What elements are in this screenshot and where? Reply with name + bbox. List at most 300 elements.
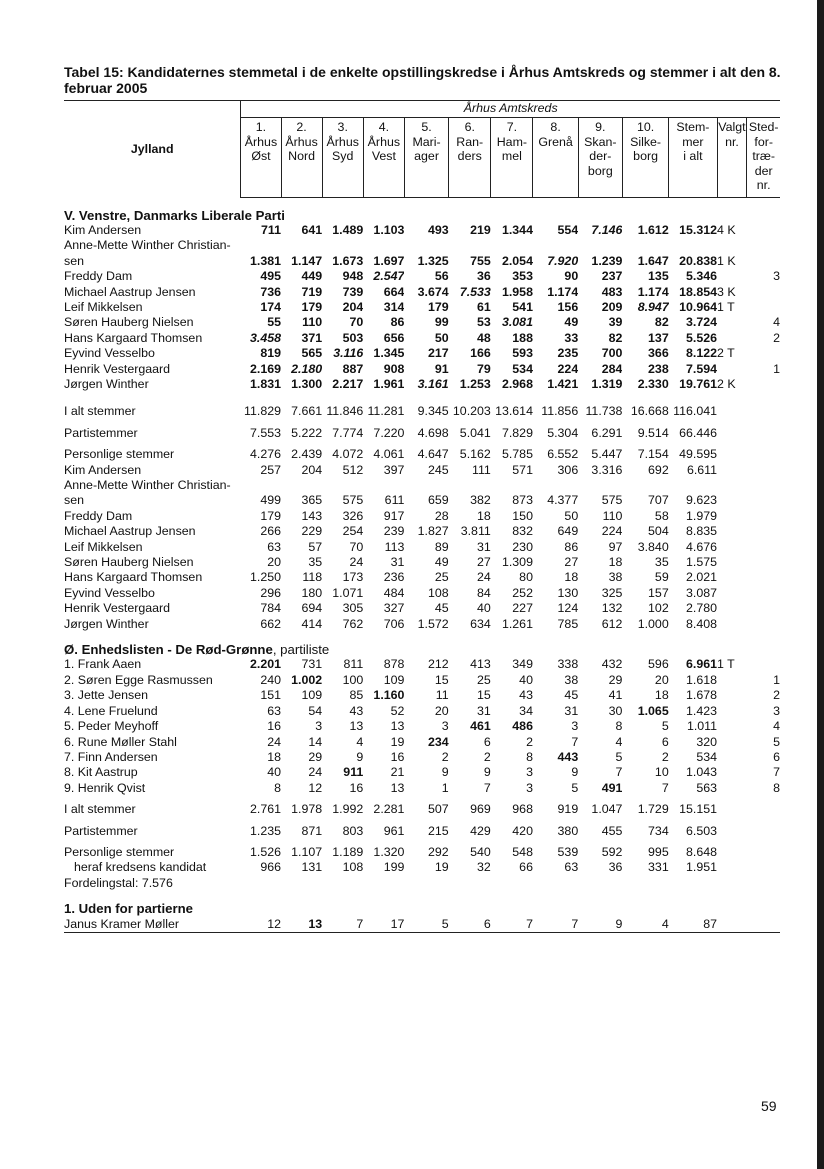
value-cell: 9 — [441, 765, 449, 780]
value-cell: 29 — [308, 749, 323, 764]
row-label: 4. Lene Fruelund — [64, 703, 158, 718]
value-cell: 5 — [571, 780, 579, 795]
value-cell: 5.304 — [547, 425, 579, 440]
column-header-line: borg — [633, 149, 658, 163]
value-cell: 36 — [608, 860, 623, 875]
value-cell: 969 — [470, 802, 491, 817]
row-label: Personlige stemmer — [64, 844, 175, 859]
value-cell: 499 — [260, 493, 282, 508]
value-cell: 70 — [349, 539, 364, 554]
value-cell: 420 — [512, 823, 533, 838]
column-header-valgt — [717, 118, 747, 198]
column-header-line: Århus — [326, 134, 359, 149]
row-label: sen — [64, 253, 84, 268]
row-label: 7. Finn Andersen — [64, 749, 158, 764]
value-cell: 292 — [427, 844, 449, 859]
valgt-cell — [717, 735, 747, 750]
value-cell: 314 — [383, 299, 405, 314]
value-cell: 6 — [483, 734, 491, 749]
value-cell: 227 — [512, 601, 533, 616]
value-cell: 1.319 — [591, 376, 623, 391]
value-cell: 16 — [390, 749, 405, 764]
column-header-line: nr. — [756, 178, 771, 192]
value-cell: 3 — [526, 780, 533, 795]
value-cell: 99 — [434, 315, 449, 330]
value-cell: 504 — [648, 524, 669, 539]
value-cell: 132 — [601, 601, 623, 616]
value-cell: 100 — [342, 672, 364, 687]
candidate-row — [64, 524, 780, 539]
value-cell: 397 — [383, 462, 405, 477]
value-cell — [669, 478, 717, 493]
row-label: Freddy Dam — [64, 269, 133, 284]
value-cell: 296 — [260, 585, 282, 600]
value-cell: 257 — [260, 462, 282, 477]
value-cell: 534 — [696, 749, 718, 764]
row-label: 3. Jette Jensen — [64, 688, 149, 703]
value-cell: 2.330 — [637, 376, 669, 391]
value-cell — [533, 876, 578, 891]
header-corner: Jylland — [64, 101, 241, 198]
value-cell: 28 — [434, 508, 449, 523]
column-header-line: Nord — [288, 149, 316, 163]
value-cell: 137 — [648, 330, 669, 345]
value-cell: 9 — [483, 765, 491, 780]
column-header-8 — [533, 118, 578, 198]
value-cell: 1.978 — [291, 802, 323, 817]
value-cell: 711 — [261, 222, 282, 237]
value-cell: 56 — [434, 269, 449, 284]
value-cell: 305 — [342, 601, 364, 616]
valgt-cell — [717, 420, 747, 441]
row-label: Anne-Mette Winther Christian- — [64, 238, 231, 253]
value-cell: 9 — [578, 917, 622, 933]
value-cell: 31 — [390, 555, 405, 570]
value-cell: 102 — [648, 601, 669, 616]
value-cell: 739 — [342, 284, 364, 299]
column-header-line: ager — [414, 149, 439, 163]
value-cell: 382 — [470, 493, 491, 508]
value-cell: 694 — [301, 601, 323, 616]
candidate-row — [64, 493, 780, 508]
value-cell: 707 — [648, 493, 669, 508]
value-cell: 19 — [390, 734, 405, 749]
value-cell: 179 — [301, 299, 323, 314]
column-header-line: Århus — [367, 134, 401, 149]
column-header-line: Ran- — [456, 134, 484, 149]
stedfor-cell: 4 — [773, 315, 780, 330]
value-cell: 18.854 — [679, 284, 718, 299]
column-header-line: ders — [457, 149, 482, 163]
value-cell: 151 — [260, 688, 282, 703]
candidate-row — [64, 570, 780, 585]
value-cell: 111 — [471, 462, 491, 477]
value-cell: 224 — [601, 524, 623, 539]
value-cell: 38 — [608, 570, 623, 585]
candidate-row — [64, 377, 780, 392]
value-cell: 50 — [434, 330, 449, 345]
value-cell: 2 — [661, 749, 669, 764]
value-cell: 13.614 — [495, 404, 533, 419]
value-cell: 7 — [483, 780, 491, 795]
value-cell: 1.011 — [686, 719, 718, 734]
value-cell: 4.072 — [332, 447, 364, 462]
value-cell: 592 — [601, 844, 623, 859]
stedfor-cell — [747, 346, 780, 361]
value-cell: 245 — [427, 462, 449, 477]
value-cell — [578, 876, 622, 891]
value-cell: 25 — [477, 672, 491, 687]
value-cell: 59 — [654, 570, 669, 585]
row-label: Henrik Vestergaard — [64, 601, 171, 616]
column-header-line: borg — [587, 163, 613, 178]
value-cell: 118 — [302, 570, 323, 585]
value-cell: 366 — [648, 346, 669, 361]
value-cell: 5 — [404, 917, 448, 933]
value-cell: 15.312 — [679, 222, 718, 237]
column-header-line: Vest — [371, 149, 396, 163]
value-cell: 199 — [383, 860, 405, 875]
valgt-cell — [717, 441, 747, 462]
value-cell: 32 — [477, 860, 491, 875]
value-cell: 1.345 — [373, 346, 405, 361]
local-candidate-row — [64, 860, 780, 875]
value-cell: 429 — [470, 823, 491, 838]
value-cell — [449, 478, 491, 493]
value-cell: 338 — [557, 657, 579, 672]
value-cell: 143 — [301, 508, 323, 523]
value-cell: 325 — [601, 585, 623, 600]
valgt-cell — [717, 765, 747, 780]
value-cell: 1.423 — [686, 703, 718, 718]
value-cell: 3.674 — [417, 284, 449, 299]
value-cell — [491, 238, 533, 253]
stedfor-cell — [747, 617, 780, 632]
value-cell: 49.595 — [679, 447, 718, 462]
value-cell: 4.698 — [417, 425, 449, 440]
value-cell: 63 — [267, 539, 282, 554]
value-cell: 108 — [427, 585, 449, 600]
value-cell: 240 — [260, 672, 282, 687]
value-cell — [669, 238, 717, 253]
value-cell: 736 — [260, 284, 282, 299]
valgt-cell: 2 K — [717, 376, 736, 391]
value-cell: 212 — [427, 657, 449, 672]
stedfor-cell: 2 — [773, 330, 780, 345]
value-cell: 234 — [427, 734, 449, 749]
value-cell: 2.201 — [250, 657, 282, 672]
valgt-cell — [717, 601, 747, 616]
value-cell — [404, 478, 448, 493]
stedfor-cell: 2 — [773, 688, 780, 703]
personal-votes-row — [64, 839, 780, 860]
column-header-line: for- — [754, 134, 773, 149]
value-cell — [578, 238, 622, 253]
value-cell: 3.116 — [333, 346, 364, 361]
value-cell: 236 — [383, 570, 405, 585]
value-cell — [404, 876, 448, 891]
column-header-line: Ham- — [496, 134, 528, 149]
party-heading-1 — [64, 891, 780, 916]
value-cell: 1.612 — [637, 222, 669, 237]
value-cell: 455 — [601, 823, 623, 838]
value-cell: 1.250 — [250, 570, 282, 585]
value-cell — [241, 876, 281, 891]
candidate-row — [64, 555, 780, 570]
value-cell: 52 — [390, 703, 405, 718]
row-label: I alt stemmer — [64, 404, 136, 419]
table-body — [64, 197, 780, 932]
value-cell: 565 — [301, 346, 323, 361]
value-cell: 45 — [564, 688, 579, 703]
value-cell: 734 — [648, 823, 669, 838]
candidate-row — [64, 300, 780, 315]
value-cell: 634 — [470, 616, 491, 631]
candidate-row — [64, 285, 780, 300]
value-cell: 664 — [383, 284, 405, 299]
value-cell: 38 — [564, 672, 579, 687]
stedfor-cell — [747, 601, 780, 616]
distribution-row — [64, 876, 780, 891]
value-cell — [533, 238, 578, 253]
column-header-stedfor — [747, 118, 780, 198]
value-cell: 966 — [260, 860, 282, 875]
section-heading-text: V. Venstre, Danmarks Liberale Parti — [64, 207, 285, 223]
value-cell: 1.961 — [373, 376, 405, 391]
valgt-cell — [717, 238, 747, 253]
value-cell: 13 — [390, 719, 405, 734]
value-cell: 1.729 — [637, 802, 669, 817]
party-heading-o — [64, 632, 780, 657]
section-heading — [64, 197, 780, 223]
value-cell: 27 — [477, 555, 491, 570]
valgt-cell — [717, 315, 747, 330]
stedfor-cell — [747, 860, 780, 875]
personal-votes-row — [64, 441, 780, 462]
value-cell: 6.961 — [686, 657, 718, 672]
valgt-cell — [717, 586, 747, 601]
valgt-cell — [717, 478, 747, 493]
row-label: Anne-Mette Winther Christian- — [64, 478, 231, 492]
value-cell: 8.947 — [637, 299, 669, 314]
value-cell: 10.203 — [452, 404, 491, 419]
value-cell: 5 — [661, 719, 669, 734]
value-cell: 58 — [654, 508, 669, 523]
value-cell: 9.623 — [686, 493, 718, 508]
value-cell: 109 — [383, 672, 405, 687]
valgt-cell: 1 T — [717, 657, 735, 672]
value-cell: 110 — [302, 315, 323, 330]
value-cell: 4 — [622, 917, 668, 933]
value-cell: 413 — [470, 657, 491, 672]
value-cell: 217 — [427, 346, 449, 361]
value-cell: 9 — [356, 749, 364, 764]
valgt-cell — [717, 860, 747, 875]
column-header-line: 8. — [550, 120, 561, 134]
value-cell: 8 — [526, 749, 533, 764]
value-cell: 85 — [349, 688, 364, 703]
row-label: Kim Andersen — [64, 462, 142, 477]
value-cell: 1.107 — [291, 844, 323, 859]
column-header-5 — [404, 118, 448, 198]
value-cell: 39 — [608, 315, 623, 330]
stedfor-cell — [747, 463, 780, 478]
value-cell: 7.553 — [250, 425, 282, 440]
value-cell: 173 — [342, 570, 364, 585]
value-cell: 10 — [654, 765, 669, 780]
column-header-line: nr. — [725, 134, 739, 149]
value-cell: 7.146 — [591, 222, 623, 237]
value-cell: 7.661 — [291, 404, 323, 419]
value-cell: 174 — [260, 299, 282, 314]
value-cell: 19.761 — [679, 376, 718, 391]
row-label: 5. Peder Meyhoff — [64, 719, 159, 734]
value-cell: 1.253 — [459, 376, 491, 391]
value-cell: 540 — [470, 844, 491, 859]
value-cell: 209 — [601, 299, 623, 314]
header-region: Århus Amtskreds — [241, 101, 780, 118]
value-cell: 20 — [654, 672, 669, 687]
value-cell: 6 — [449, 917, 491, 933]
value-cell: 1.344 — [501, 222, 533, 237]
value-cell: 8 — [615, 719, 623, 734]
party-votes-row — [64, 420, 780, 441]
row-label: Hans Kargaard Thomsen — [64, 330, 203, 345]
valgt-cell: 1 K — [717, 253, 736, 268]
value-cell: 432 — [601, 657, 623, 672]
value-cell: 79 — [477, 361, 491, 376]
value-cell: 2.780 — [686, 601, 718, 616]
value-cell: 503 — [342, 330, 364, 345]
value-cell: 15.151 — [679, 802, 718, 817]
valgt-cell — [717, 392, 747, 419]
value-cell: 8.408 — [686, 616, 718, 631]
section-heading-text: 1. Uden for partierne — [64, 901, 193, 917]
value-cell: 188 — [512, 330, 533, 345]
value-cell: 1.575 — [686, 555, 718, 570]
column-header-3 — [322, 118, 363, 198]
row-label: Fordelingstal: 7.576 — [64, 875, 173, 890]
row-label: Hans Kargaard Thomsen — [64, 570, 203, 585]
value-cell: 16 — [267, 719, 282, 734]
value-cell: 541 — [512, 299, 533, 314]
value-cell: 8.122 — [686, 346, 718, 361]
value-cell: 24 — [349, 555, 364, 570]
value-cell: 539 — [557, 844, 579, 859]
value-cell: 832 — [512, 524, 533, 539]
value-cell: 461 — [470, 719, 491, 734]
party-votes-row — [64, 818, 780, 839]
value-cell: 327 — [383, 601, 405, 616]
candidate-row — [64, 331, 780, 346]
value-cell: 238 — [648, 361, 669, 376]
value-cell: 762 — [342, 616, 364, 631]
row-label: Henrik Vestergaard — [64, 361, 171, 376]
value-cell: 40 — [477, 601, 491, 616]
row-label: Søren Hauberg Nielsen — [64, 555, 194, 570]
row-label: Partistemmer — [64, 425, 138, 440]
value-cell: 731 — [301, 657, 323, 672]
valgt-cell — [717, 331, 747, 346]
value-cell: 40 — [519, 672, 533, 687]
value-cell: 219 — [470, 222, 491, 237]
value-cell: 2.547 — [373, 269, 405, 284]
value-cell: 48 — [477, 330, 491, 345]
value-cell: 252 — [512, 585, 533, 600]
row-label: Søren Hauberg Nielsen — [64, 315, 194, 330]
value-cell: 1.421 — [547, 376, 579, 391]
value-cell: 229 — [301, 524, 323, 539]
value-cell: 18 — [654, 688, 669, 703]
stedfor-cell — [747, 223, 780, 238]
value-cell: 656 — [383, 330, 405, 345]
value-cell: 871 — [301, 823, 323, 838]
column-header-line: Skan- — [584, 134, 617, 149]
stedfor-cell: 6 — [773, 749, 780, 764]
value-cell: 2.054 — [501, 253, 533, 268]
value-cell: 548 — [512, 844, 533, 859]
candidate-row — [64, 601, 780, 616]
row-label: Jørgen Winther — [64, 376, 149, 391]
value-cell: 7.829 — [501, 425, 533, 440]
row-label: Kim Andersen — [64, 222, 142, 237]
value-cell: 6 — [661, 734, 669, 749]
value-cell: 86 — [390, 315, 405, 330]
value-cell: 3.316 — [591, 462, 623, 477]
value-cell: 908 — [383, 361, 405, 376]
value-cell: 18 — [477, 508, 491, 523]
value-cell: 1.618 — [686, 672, 718, 687]
column-header-11 — [669, 118, 717, 198]
column-header-2 — [281, 118, 322, 198]
valgt-cell: 2 T — [717, 346, 735, 361]
section-heading-text: Ø. Enhedslisten - De Rød-Grønne — [64, 642, 273, 658]
value-cell: 878 — [383, 657, 405, 672]
stedfor-cell — [747, 586, 780, 601]
value-cell: 917 — [383, 508, 405, 523]
value-cell: 50 — [564, 508, 579, 523]
section-heading-suffix: , partiliste — [272, 642, 330, 658]
section-heading — [64, 891, 780, 916]
candidate-row — [64, 917, 780, 933]
value-cell: 1.647 — [637, 253, 669, 268]
value-cell: 1.673 — [332, 253, 364, 268]
value-cell: 6.552 — [547, 447, 579, 462]
column-header-4 — [363, 118, 404, 198]
value-cell: 11.738 — [585, 404, 623, 419]
value-cell: 1.147 — [291, 253, 323, 268]
column-header-10 — [622, 118, 668, 198]
value-cell: 353 — [512, 269, 533, 284]
value-cell: 4.647 — [417, 447, 449, 462]
value-cell: 349 — [512, 657, 533, 672]
value-cell: 13 — [281, 917, 322, 933]
value-cell: 284 — [601, 361, 623, 376]
value-cell: 16 — [349, 780, 364, 795]
value-cell: 113 — [384, 539, 405, 554]
stedfor-cell — [747, 238, 780, 253]
value-cell: 484 — [383, 585, 405, 600]
column-header-line: Århus — [285, 134, 318, 149]
results-table — [64, 100, 780, 933]
value-cell: 36 — [477, 269, 491, 284]
value-cell: 3.161 — [417, 376, 449, 391]
value-cell: 1.958 — [501, 284, 533, 299]
row-label: Jørgen Winther — [64, 616, 149, 631]
value-cell: 785 — [557, 616, 579, 631]
valgt-cell — [717, 688, 747, 703]
value-cell: 414 — [301, 616, 323, 631]
